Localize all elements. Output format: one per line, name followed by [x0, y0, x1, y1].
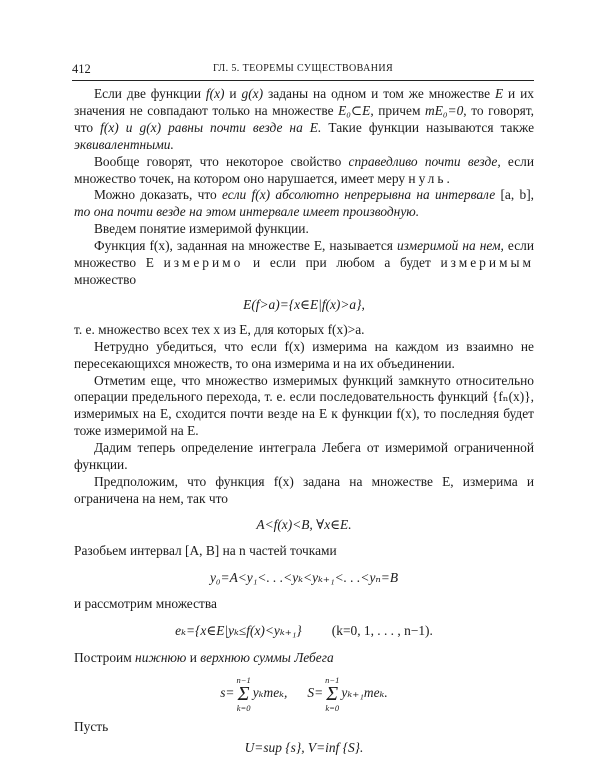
formula-lebesgue-sums: s= n−1 Σ k=0 yₖmeₖ, S= n−1 Σ k=0 yₖ₊₁meₖ. [220, 675, 388, 714]
running-title: ГЛ. 5. ТЕОРЕМЫ СУЩЕСТВОВАНИЯ [212, 63, 394, 74]
formula-sup-inf: U=sup {s}, V=inf {S}. [244, 740, 364, 756]
paragraph-measurable-definition: Функция f(x), заданная на множестве E, называется измеримой на нем, если множество E измеримо и если при любом a будет измеримым множество [74, 238, 534, 287]
paragraph-lebesgue-intro: Дадим теперь определение интеграла Лебега от измеримой ограниченной функции. [74, 440, 534, 473]
page-header [72, 58, 534, 81]
paragraph-absolute-continuity: Можно доказать, что если f(x) абсолютно непрерывна на интервале [a, b], то она почти везде на этом интервале имеет производную. [74, 187, 534, 220]
formula-bounds: A<f(x)<B, ∀x∈E. [256, 516, 352, 532]
paragraph-let: Пусть [74, 719, 109, 735]
paragraph-level-set-explain: т. е. множество всех тех x из E, для которых f(x)>a. [74, 321, 365, 337]
paragraph-almost-everywhere: Вообще говорят, что некоторое свойство справедливо почти везде, если множество точек, на котором оно нарушается, имеет меру нуль. [74, 153, 534, 186]
paragraph-bounded-function: Предположим, что функция f(x) задана на множестве E, измерима и ограничена на нем, так что [74, 473, 534, 506]
formula-level-set: E(f>a)={x∈E|f(x)>a}, [243, 296, 365, 312]
paragraph-intro-measurable: Введем понятие измеримой функции. [94, 221, 309, 237]
paragraph-partition: Разобьем интервал [A, B] на n частей точками [74, 542, 337, 558]
paragraph-union-measurable: Нетрудно убедиться, что если f(x) измерима на каждом из взаимно не пересекающихся множеств, то она измерима и на их объединении. [74, 338, 534, 371]
paragraph-lebesgue-sums: Построим нижнюю и верхнюю суммы Лебега [74, 650, 334, 666]
paragraph-consider-sets: и рассмотрим множества [74, 596, 217, 612]
page-body [74, 86, 534, 757]
page-number: 412 [72, 62, 91, 76]
sum-symbol-lower: n−1 Σ k=0 [236, 675, 251, 714]
paragraph-limit-closure: Отметим еще, что множество измеримых функций замкнуто относительно операции предельного перехода, т. е. если последовательность функций {fₙ(x)}, измеримых на E, сходится почти везде на E к функции f(x), то последняя будет тоже измеримой на E. [74, 372, 534, 439]
paragraph-equivalent-functions: Если две функции f(x) и g(x) заданы на одном и том же множестве E и их значения не совпадают только на множестве E₀⊂E, причем mE₀=0, то говорят, что f(x) и g(x) равны почти везде на E. Такие функции называются также эквивалентными. [74, 86, 535, 152]
formula-sets-ek: eₖ={x∈E|yₖ≤f(x)<yₖ₊₁} (k=0, 1, . . . , n−1). [175, 623, 433, 639]
sum-symbol-upper: n−1 Σ k=0 [325, 675, 340, 714]
formula-partition-points: y₀=A<y₁<. . .<yₖ<yₖ₊₁<. . .<yₙ=B [209, 569, 399, 585]
